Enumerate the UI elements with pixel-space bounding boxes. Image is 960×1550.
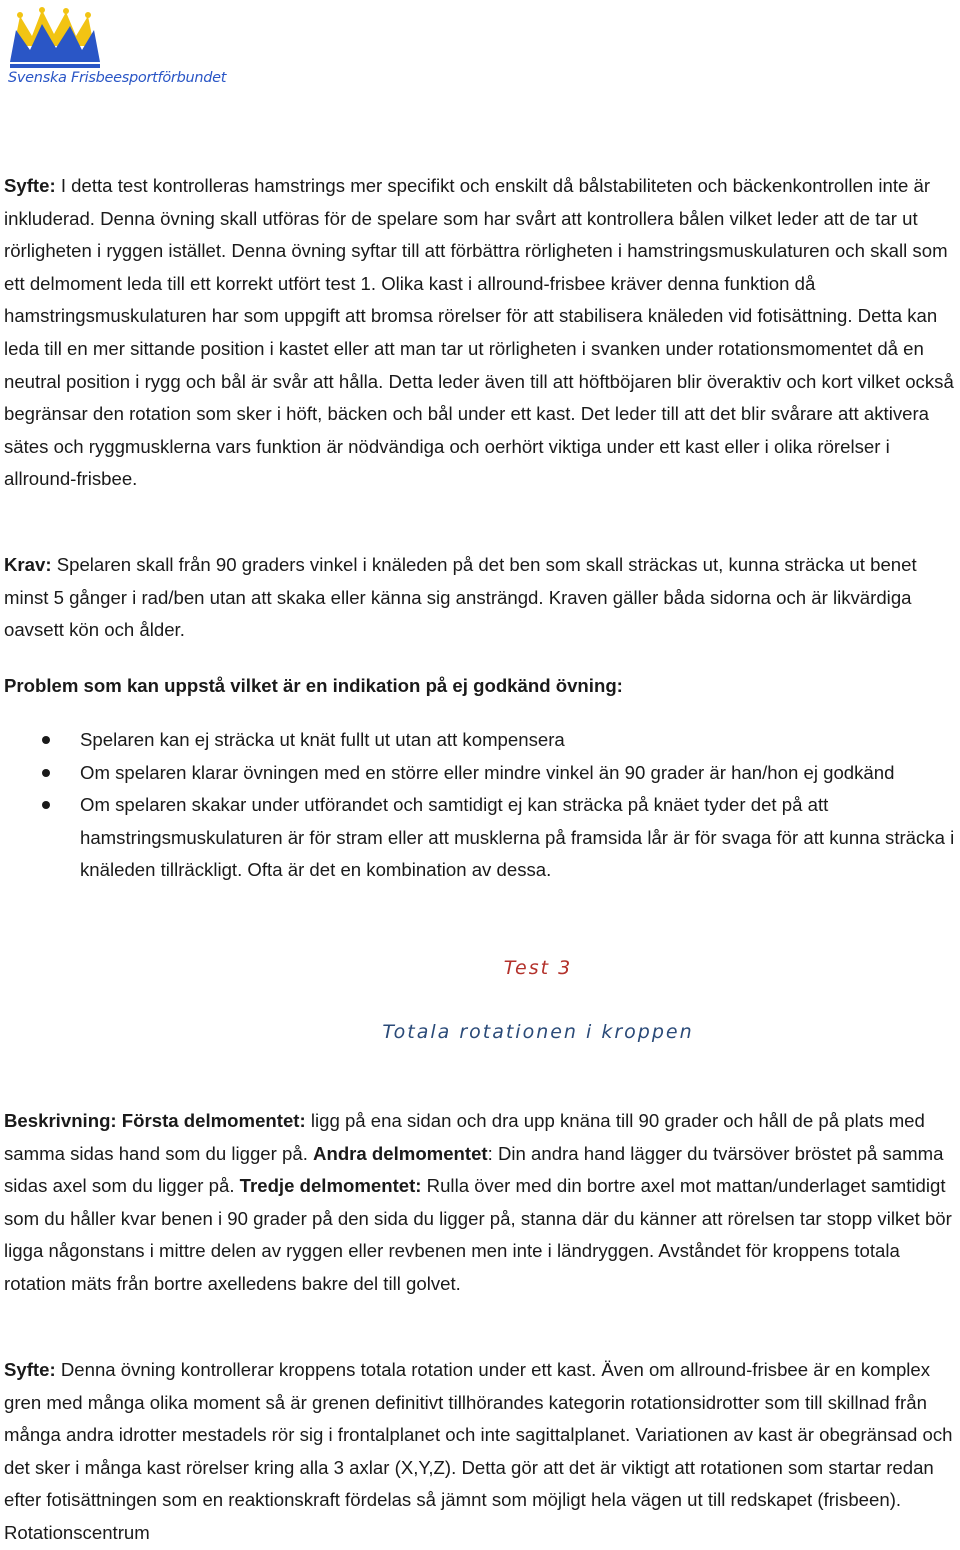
step2-text: : Din andra hand lägger du tvärsöver bröstet på samma sidas axel som du ligger på. <box>4 1142 944 1197</box>
purpose2-paragraph <box>4 1354 959 1550</box>
list-item-text: Om spelaren klarar övningen med en större eller mindre vinkel än 90 grader är han/hon ej godkänd <box>80 761 895 783</box>
step3-label: Tredje delmomentet: <box>239 1175 422 1197</box>
problem-heading <box>4 670 959 703</box>
purpose2-label: Syfte: <box>4 1359 56 1380</box>
step3-text: Rulla över med din bortre axel mot mattan/underlaget samtidigt som du håller kvar benen i 90 grader på den sida du ligger på, stanna där du känner att rörelsen tar stopp vilket bör ligga någonstans i mittre delen av ryggen eller revbenen men inte i ländryggen. Avståndet för kroppens totala rotation mäts från bortre axelledens bakre del till golvet. <box>4 1175 952 1294</box>
list-item <box>4 789 959 887</box>
step2-label: Andra delmomentet <box>313 1142 488 1164</box>
federation-logo <box>4 6 227 90</box>
list-item-text: Spelaren kan ej sträcka ut knät fullt ut utan att kompensera <box>80 729 565 750</box>
requirement-text: Spelaren skall från 90 graders vinkel i knäleden på det ben som skall sträckas ut, kunna sträcka ut benet minst 5 gånger i rad/ben utan att skaka eller känna sig ansträngd. Kraven gäller båda sidorna och är likvärdiga oavsett kön och ålder. <box>4 554 917 641</box>
description-paragraph <box>4 1105 959 1301</box>
problem-list <box>4 724 959 887</box>
list-item <box>4 757 959 790</box>
step1-label: Första delmomentet: <box>116 1110 306 1131</box>
requirement-paragraph <box>4 549 959 647</box>
purpose2-text: Denna övning kontrollerar kroppens totala rotation under ett kast. Även om allround-frisbee är en komplex gren med många olika moment så är grenen definitivt tillhörandes kategorin rotationsidrotter som till skillnad från många andra idrotter mestadels rör sig i frontalplanet och inte sagittalplanet. Variationen av kast är obegränsad och det sker i många kast rörelser kring alla 3 axlar (X,Y,Z). Detta gör att det är viktigt att rotationen som startar redan efter fotisättningen som en reaktionskraft fördelas så jämnt som möjligt hela vägen ut till redskapet (frisbeen). Rotationscentrum <box>4 1359 953 1543</box>
description-label: Beskrivning: <box>4 1110 117 1131</box>
requirement-label: Krav: <box>4 554 52 575</box>
list-item <box>4 724 959 757</box>
problem-heading-text: Problem som kan uppstå vilket är en indikation på ej godkänd övning: <box>4 675 623 696</box>
purpose-text: I detta test kontrolleras hamstrings mer specifikt och enskilt då bålstabiliteten och bäckenkontrollen inte är inkluderad. Denna övning skall utföras för de spelare som har svårt att kontrollera bålen vilket leder att de tar ut rörligheten i ryggen istället. Denna övning syftar till att förbättra rörligheten i hamstringsmuskulaturen och skall som ett delmoment leda till ett korrekt utfört test 1. Olika kast i allround-frisbee kräver denna funktion då hamstringsmuskulaturen har som uppgift att bromsa rörelser för att stabilisera knäleden vid fotisättning. Detta kan leda till en mer sittande position i kastet eller att man tar ut rörligheten i svanken under rotationsmomentet då en neutral position i rygg och bål är svår att hålla. Detta leder även till att höftböjaren blir överaktiv och kort vilket också begränsar den rotation som sker i höft, bäcken och bål under ett kast. Det leder till att det blir svårare att aktivera sätes och ryggmusklerna vars funktion är nödvändiga och oerhört viktiga under ett kast eller i olika rörelser i allround-frisbee. <box>4 175 954 490</box>
step1-text: ligg på ena sidan och dra upp knäna till 90 grader och håll de på plats med samma sidas hand som du ligger på. <box>4 1110 925 1164</box>
test-subtitle: Totala rotationen i kroppen <box>382 1021 694 1043</box>
list-item-text: Om spelaren skakar under utförandet och samtidigt ej kan sträcka på knäet tyder det på att hamstringsmuskulaturen är för stram eller att musklerna på framsida lår är för svaga för att kunna sträcka i knäleden tillräckligt. Ofta är det en kombination av dessa. <box>80 794 955 881</box>
purpose-paragraph <box>4 170 959 496</box>
purpose-label: Syfte: <box>4 175 56 196</box>
bullet-icon <box>42 769 50 777</box>
bullet-icon <box>42 801 50 809</box>
bullet-icon <box>42 736 50 744</box>
test-title: Test 3 <box>503 957 573 979</box>
crown-icon <box>10 6 100 68</box>
logo-text: Svenska Frisbeesportförbundet <box>8 70 227 86</box>
